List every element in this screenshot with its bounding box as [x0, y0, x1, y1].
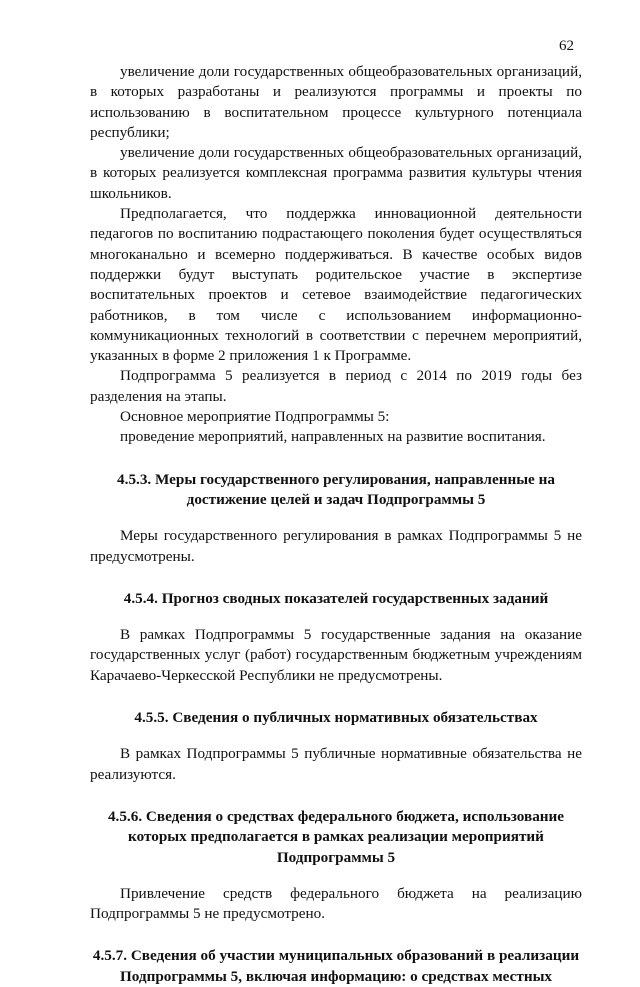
- section-text: В рамках Подпрограммы 5 публичные нормативные обязательства не реализуются.: [90, 745, 582, 783]
- section-heading: 4.5.6. Сведения о средствах федерального бюджета, использование которых предполагается в рамках реализации мероприятий Подпрограммы 5: [107, 807, 565, 866]
- paragraph: увеличение доли государственных общеобразовательных организаций, в которых реализуется комплексная программа развития культуры чтения школьников.: [90, 144, 582, 202]
- section-text: Меры государственного регулирования в рамках Подпрограммы 5 не предусмотрены.: [90, 527, 582, 565]
- paragraph: Подпрограмма 5 реализуется в период с 2014 по 2019 годы без разделения на этапы.: [90, 367, 582, 405]
- paragraph: Предполагается, что поддержка инновационной деятельности педагогов по воспитанию подрастающего поколения будет осуществляться многоканально и всемерно поддерживаться. В качестве особых видов поддержки будут выступать родительское участие в экспертизе воспитательных проектов и сетевое взаимодействие педагогических работников, в том числе с использованием информационно-коммуникационных технологий в соответствии с перечнем мероприятий, указанных в форме 2 приложения 1 к Программе.: [90, 205, 582, 365]
- section-heading: 4.5.7. Сведения об участии муниципальных образований в реализации Подпрограммы 5, включая информацию: о средствах местных: [92, 947, 580, 985]
- paragraph: Основное мероприятие Подпрограммы 5:: [120, 408, 390, 426]
- section-heading: 4.5.3. Меры государственного регулирования, направленные на достижение целей и задач Подпрограммы 5: [117, 470, 555, 508]
- section-text: Привлечение средств федерального бюджета на реализацию Подпрограммы 5 не предусмотрено.: [90, 884, 582, 923]
- section-text: В рамках Подпрограммы 5 государственные задания на оказание государственных услуг (работ) государственным бюджетным учреждениям Карачаево-Черкесской Республики не предусмотрены.: [90, 626, 582, 684]
- paragraph: увеличение доли государственных общеобразовательных организаций, в которых разработаны и реализуются программы и проекты по использованию в воспитательном процессе культурного потенциала республики;: [90, 63, 582, 141]
- section-heading: 4.5.5. Сведения о публичных нормативных обязательствах: [134, 709, 538, 727]
- document-body: [90, 62, 582, 987]
- paragraph: проведение мероприятий, направленных на развитие воспитания.: [120, 428, 546, 446]
- page-number: 62: [559, 38, 574, 54]
- section-heading: 4.5.4. Прогноз сводных показателей государственных заданий: [123, 589, 549, 607]
